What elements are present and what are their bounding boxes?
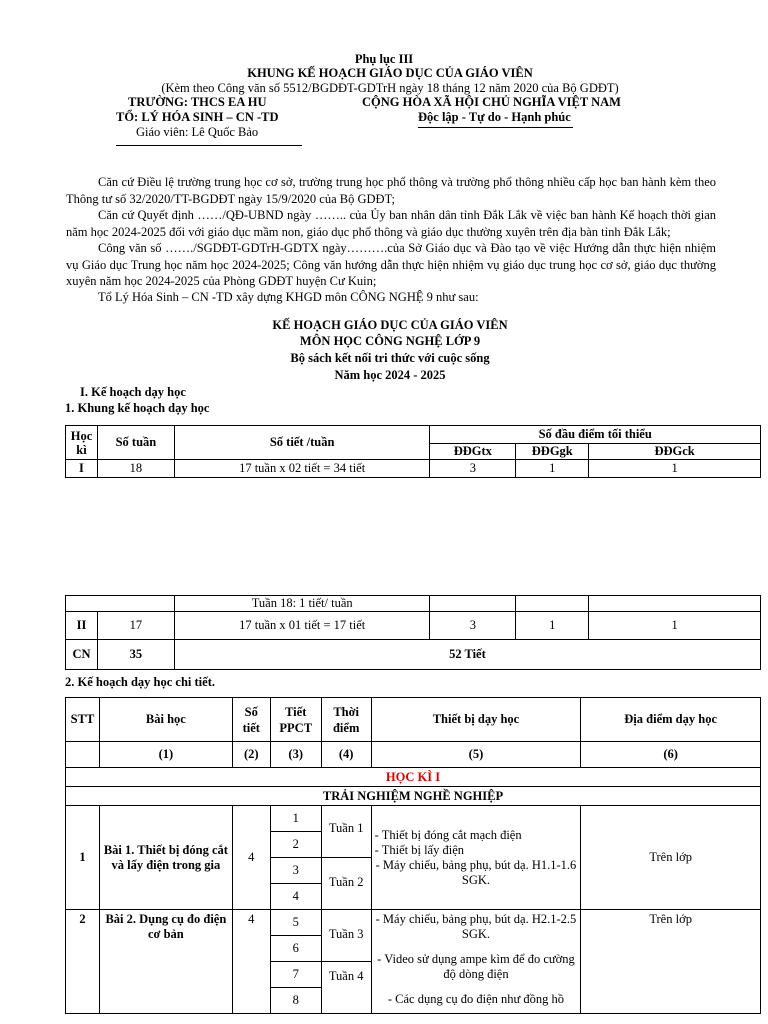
plan-book-series: Bộ sách kết nối tri thức với cuộc sống [290, 351, 490, 365]
week-label: Tuần 2 [328, 875, 364, 889]
cell-total: 52 Tiết [174, 640, 760, 670]
cell-ppct-group [270, 806, 321, 910]
cell-so-tuan: 18 [97, 460, 174, 478]
table-row [66, 806, 761, 910]
header-ddgtx: ĐĐGtx [430, 444, 516, 460]
cell-weeks [321, 806, 371, 910]
document-title: KHUNG KẾ HOẠCH GIÁO DỤC CỦA GIÁO VIÊN [247, 66, 533, 80]
ppct-number: 1 [271, 806, 321, 832]
table-row [66, 596, 761, 612]
nation-title: CỘNG HÒA XÃ HỘI CHỦ NGHĨA VIỆT NAM [362, 95, 621, 109]
header-so-tiet: Số tiết [232, 698, 270, 742]
section-2-heading: 2. Kế hoạch dạy học chi tiết. [65, 675, 215, 689]
cell-ddgck: 1 [589, 612, 761, 640]
header-dia-diem: Địa điểm dạy học [581, 698, 761, 742]
cell-stt: 2 [66, 910, 100, 1014]
plan-title: KẾ HOẠCH GIÁO DỤC CỦA GIÁO VIÊN [272, 318, 508, 332]
school-name: TRƯỜNG: THCS EA HU [128, 95, 267, 109]
cell-weeks [321, 910, 371, 1014]
cell-bai-hoc: Bài 2. Dụng cụ đo điện cơ bản [99, 910, 232, 1014]
ppct-number: 4 [292, 889, 299, 903]
equipment-item: - Máy chiếu, bảng phụ, bút dạ. H2.1-2.5 SGK. [375, 912, 577, 941]
paragraph-2: Căn cứ Quyết định ……/QĐ-UBND ngày …….. của Ủy ban nhân dân tỉnh Đắk Lắk về việc ban hành Kế hoạch thời gian năm học 2024-2025 đối với giáo dục mầm non, giáo dục phổ thông và giáo dục thường xuyên trên địa bàn tỉnh Đắk Lắk; [66, 208, 716, 239]
header-bai-hoc: Bài học [99, 698, 232, 742]
paragraph-4: Tổ Lý Hóa Sinh – CN -TD xây dựng KHGD môn CÔNG NGHỆ 9 như sau: [98, 290, 479, 304]
ppct-number: 5 [271, 910, 321, 936]
cell-hoc-ki: II [66, 612, 98, 640]
cell-ddgtx: 3 [430, 460, 516, 478]
cell-ddgtx: 3 [430, 612, 516, 640]
header-left-underline [116, 145, 302, 146]
ppct-number: 7 [271, 962, 321, 988]
cell-so-tiet: 17 tuần x 01 tiết = 17 tiết [174, 612, 430, 640]
semester-heading: HỌC KÌ I [66, 768, 761, 787]
cell-ddggk: 1 [516, 612, 589, 640]
teaching-frame-table-continued [65, 595, 761, 670]
cell-so-tiet: 4 [232, 910, 270, 1014]
motto-underline [418, 127, 573, 128]
section-1-heading: I. Kế hoạch dạy học [80, 385, 186, 399]
equipment-item: - Video sử dụng ampe kìm để đo cường độ dòng điện [377, 952, 575, 981]
header-stt: STT [66, 698, 100, 742]
paragraph-3: Công văn số ……./SGDĐT-GDTrH-GDTX ngày……….của Sở Giáo dục và Đào tạo về việc Hướng dẫn thực hiện nhiệm vụ Giáo dục Trung học năm học 2024-2025; Công văn hướng dẫn thực hiện nhiệm vụ giáo dục trung học cơ sở, giáo dục thường xuyên năm học 2024-2025 của Phòng GDĐT huyện Cư Kuin; [66, 241, 716, 288]
header-tiet-ppct: Tiết PPCT [270, 698, 321, 742]
cell-empty [516, 596, 589, 612]
equipment-item: - Máy chiếu, bảng phụ, bút dạ. H1.1-1.6 SGK. [375, 857, 577, 887]
cell-dia-diem: Trên lớp [581, 910, 761, 1014]
table-row [66, 910, 761, 1014]
equipment-item: - Thiết bị đóng cắt mạch điện [374, 827, 522, 842]
header-thiet-bi: Thiết bị dạy học [371, 698, 581, 742]
cell-bai-hoc: Bài 1. Thiết bị đóng cắt và lấy điện trong gia [99, 806, 232, 910]
cell-ppct-group [270, 910, 321, 1014]
cell-ddgck: 1 [589, 460, 761, 478]
cell-week-18: Tuần 18: 1 tiết/ tuần [174, 596, 430, 612]
column-number: (1) [99, 742, 232, 768]
header-so-dau-diem: Số đầu điểm tối thiểu [430, 426, 761, 444]
paragraph-1: Căn cứ Điều lệ trường trung học cơ sở, trường trung học phổ thông và trường phổ thông nhiều cấp học ban hành kèm theo Thông tư số 32/2020/TT-BGDĐT ngày 15/9/2020 của Bộ GDĐT; [66, 175, 716, 206]
cell-thiet-bi [371, 910, 581, 1014]
section-1-1-heading: 1. Khung kế hoạch dạy học [65, 401, 210, 415]
cell-hoc-ki: CN [66, 640, 98, 670]
cell-dia-diem: Trên lớp [581, 806, 761, 910]
table-row [66, 640, 761, 670]
cell-empty [430, 596, 516, 612]
cell-hoc-ki: I [66, 460, 98, 478]
cell-so-tiet: 4 [232, 806, 270, 910]
equipment-item: - Thiết bị lấy điện [374, 842, 464, 857]
column-number: (3) [270, 742, 321, 768]
cell-stt: 1 [66, 806, 100, 910]
document-subtitle: (Kèm theo Công văn số 5512/BGDĐT-GDTrH ngày 18 tháng 12 năm 2020 của Bộ GDĐT) [161, 81, 619, 95]
header-ddgck: ĐĐGck [589, 444, 761, 460]
column-number [66, 742, 100, 768]
column-number: (4) [321, 742, 371, 768]
cell-so-tiet: 17 tuần x 02 tiết = 34 tiết [174, 460, 430, 478]
cell-thiet-bi [371, 806, 581, 910]
ppct-number: 2 [271, 832, 321, 858]
cell-empty [66, 596, 175, 612]
column-number: (6) [581, 742, 761, 768]
plan-school-year: Năm học 2024 - 2025 [334, 368, 446, 382]
teaching-frame-table [65, 425, 761, 478]
detailed-plan-table [65, 697, 761, 1014]
cell-so-tuan: 17 [97, 612, 174, 640]
appendix-label: Phụ lục III [354, 52, 414, 66]
cell-empty [589, 596, 761, 612]
week-label: Tuần 4 [328, 969, 364, 983]
header-so-tuan: Số tuần [97, 426, 174, 460]
chapter-heading: TRẢI NGHIỆM NGHỀ NGHIỆP [66, 787, 761, 806]
header-so-tiet: Số tiết /tuần [174, 426, 430, 460]
cell-ddggk: 1 [516, 460, 589, 478]
column-number: (5) [371, 742, 581, 768]
week-label: Tuần 3 [322, 910, 371, 962]
column-number: (2) [232, 742, 270, 768]
header-hoc-ki: Học kì [66, 426, 98, 460]
ppct-number: 6 [271, 936, 321, 962]
ppct-number: 3 [271, 858, 321, 884]
equipment-item: - Các dụng cụ đo điện như đồng hồ [387, 992, 565, 1006]
week-label: Tuần 1 [322, 806, 371, 858]
teacher-name: Giáo viên: Lê Quốc Bảo [136, 125, 259, 139]
cell-so-tuan: 35 [97, 640, 174, 670]
table-row [66, 460, 761, 478]
header-ddggk: ĐĐGgk [516, 444, 589, 460]
department-name: TỔ: LÝ HÓA SINH – CN -TD [116, 110, 279, 124]
motto: Độc lập - Tự do - Hạnh phúc [418, 110, 571, 124]
ppct-number: 8 [292, 993, 299, 1007]
header-thoi-diem: Thời điểm [321, 698, 371, 742]
table-row [66, 612, 761, 640]
plan-subject: MÔN HỌC CÔNG NGHỆ LỚP 9 [299, 334, 481, 348]
